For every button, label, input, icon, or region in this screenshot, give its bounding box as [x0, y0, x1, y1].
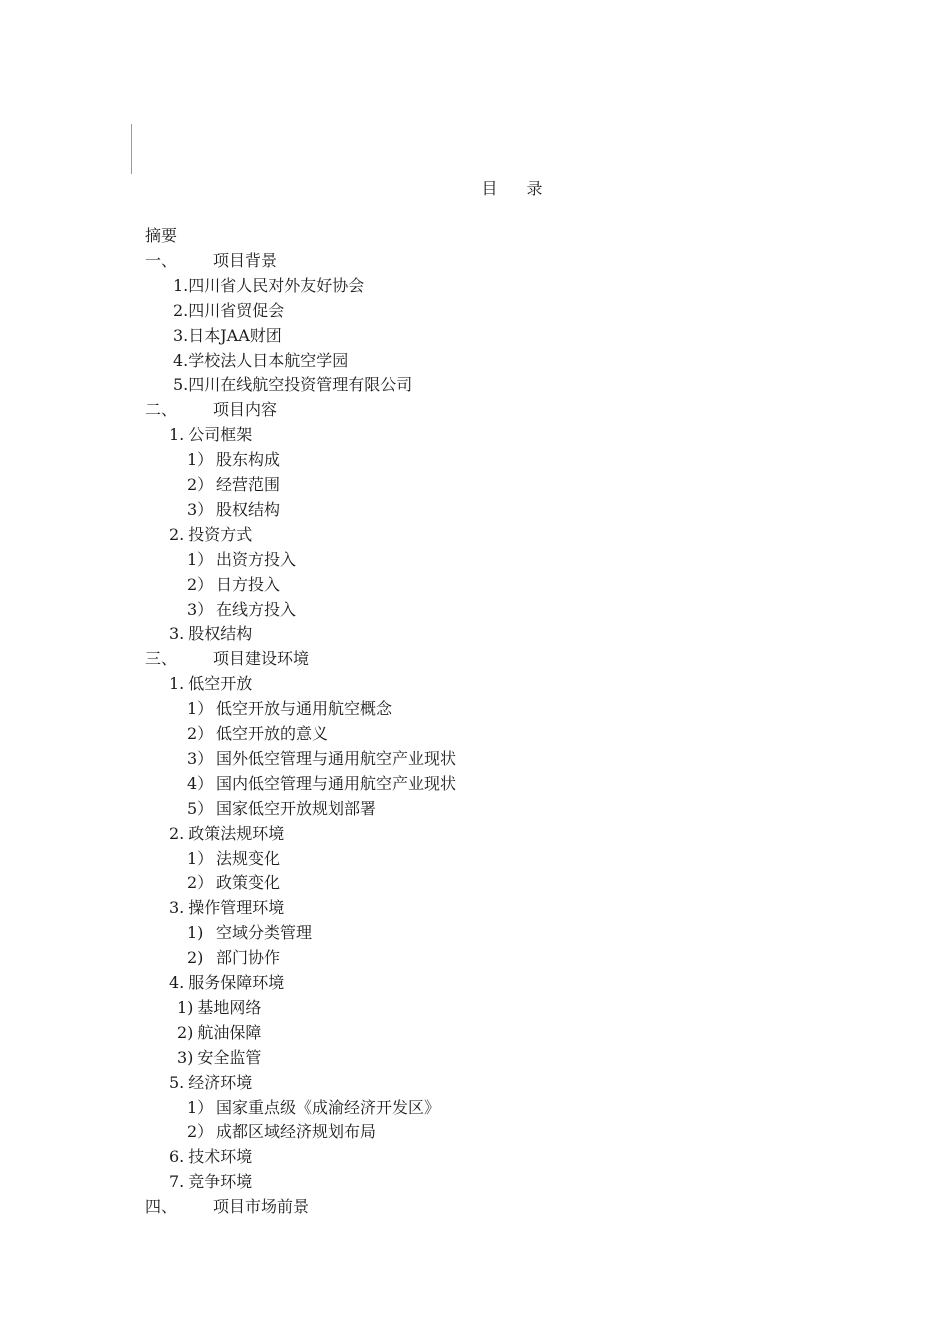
toc-entry[interactable] — [169, 622, 252, 646]
toc-entry-text: 经营范围 — [216, 475, 281, 494]
toc-entry[interactable] — [187, 548, 296, 572]
toc-entry-number: 3） — [187, 599, 214, 619]
toc-entry[interactable] — [187, 448, 280, 472]
toc-entry-text: 四川省贸促会 — [188, 300, 285, 320]
toc-entry[interactable] — [187, 1096, 440, 1120]
toc-entry[interactable] — [187, 772, 456, 796]
toc-entry[interactable] — [145, 1195, 309, 1219]
toc-entry[interactable] — [187, 1120, 376, 1144]
toc-entry-text: 四川省人民对外友好协会 — [188, 275, 365, 295]
toc-entry[interactable] — [173, 324, 282, 348]
toc-entry-number: 1) — [177, 997, 194, 1017]
toc-entry-text: 股东构成 — [216, 450, 281, 470]
toc-entry-text: 技术环境 — [188, 1147, 253, 1167]
toc-entry-number: 1. — [173, 275, 189, 295]
toc-entry-text: 竞争环境 — [188, 1172, 253, 1192]
toc-entry[interactable] — [173, 373, 412, 397]
page-title: 目 录 — [481, 179, 555, 198]
toc-entry-text: 低空开放与通用航空概念 — [216, 699, 393, 719]
toc-entry-text: 项目背景 — [213, 250, 278, 270]
toc-entry[interactable] — [169, 896, 284, 920]
toc-entry-text: 政策变化 — [216, 873, 281, 893]
toc-entry-number: 2. — [173, 300, 189, 320]
toc-entry-number: 1) — [187, 923, 204, 943]
toc-entry-number: 三、 — [145, 649, 178, 669]
toc-entry-text: 日本JAA财团 — [188, 325, 282, 345]
toc-entry-number: 1） — [187, 1097, 214, 1117]
toc-entry-number: 二、 — [145, 400, 178, 420]
toc-entry-number: 2） — [187, 574, 214, 594]
toc-entry[interactable] — [187, 847, 280, 871]
toc-entry-text: 操作管理环境 — [188, 898, 285, 918]
toc-entry[interactable] — [187, 946, 280, 970]
toc-entry[interactable] — [169, 822, 284, 846]
toc-entry-number: 5. — [169, 1072, 185, 1092]
toc-entry-number: 2. — [169, 823, 185, 843]
toc-entry[interactable] — [173, 274, 364, 298]
toc-entry-number: 2） — [187, 475, 214, 494]
toc-entry-text: 部门协作 — [216, 948, 281, 968]
toc-entry-text: 四川在线航空投资管理有限公司 — [188, 375, 413, 395]
toc-entry[interactable] — [177, 1046, 261, 1070]
toc-entry-text: 项目建设环境 — [213, 649, 310, 669]
toc-entry-text: 空域分类管理 — [216, 923, 313, 943]
toc-entry-number: 5） — [187, 798, 214, 818]
toc-entry-number: 4） — [187, 773, 214, 793]
toc-entry-text: 安全监管 — [197, 1047, 262, 1067]
toc-entry[interactable] — [187, 797, 376, 821]
toc-entry-number: 3） — [187, 499, 214, 519]
toc-entry-text: 经济环境 — [188, 1072, 253, 1092]
toc-entry-text: 航油保障 — [197, 1022, 262, 1042]
toc-entry-number: 3. — [173, 325, 189, 345]
toc-entry-text: 项目市场前景 — [213, 1197, 310, 1217]
toc-entry-number: 2） — [187, 724, 214, 743]
toc-entry-text: 国内低空管理与通用航空产业现状 — [216, 773, 457, 793]
toc-entry[interactable] — [145, 224, 177, 248]
toc-entry-text: 国外低空管理与通用航空产业现状 — [216, 748, 457, 768]
toc-entry-number: 1） — [187, 699, 214, 719]
toc-entry[interactable] — [177, 996, 261, 1020]
toc-entry[interactable] — [169, 1145, 252, 1169]
toc-entry-number: 6. — [169, 1147, 185, 1167]
toc-entry-text: 摘要 — [145, 226, 178, 245]
toc-entry[interactable] — [169, 423, 252, 447]
toc-entry[interactable] — [177, 1021, 261, 1045]
toc-entry-number: 3) — [177, 1047, 194, 1067]
toc-entry-number: 2) — [187, 948, 204, 968]
toc-entry-number: 7. — [169, 1172, 185, 1192]
toc-entry[interactable] — [187, 747, 456, 771]
toc-entry-number: 2) — [177, 1022, 194, 1042]
toc-entry[interactable] — [187, 722, 328, 746]
toc-entry-text: 国家重点级《成渝经济开发区》 — [216, 1097, 441, 1117]
toc-entry-text: 国家低空开放规划部署 — [216, 798, 377, 818]
toc-entry[interactable] — [187, 871, 280, 895]
toc-entry-number: 4. — [173, 350, 189, 370]
toc-entry-text: 股权结构 — [188, 624, 253, 644]
toc-entry[interactable] — [187, 697, 392, 721]
toc-entry-text: 政策法规环境 — [188, 823, 285, 843]
toc-entry-number: 一、 — [145, 250, 178, 270]
toc-entry-number: 1） — [187, 450, 214, 470]
toc-entry[interactable] — [173, 349, 348, 373]
toc-entry-text: 法规变化 — [216, 848, 281, 868]
toc-entry-text: 低空开放 — [188, 674, 253, 694]
toc-entry-number: 1. — [169, 674, 185, 694]
toc-entry-text: 学校法人日本航空学园 — [188, 350, 349, 370]
toc-entry[interactable] — [169, 672, 252, 696]
toc-entry[interactable] — [187, 573, 280, 597]
toc-entry-text: 项目内容 — [213, 400, 278, 420]
toc-entry-text: 在线方投入 — [216, 599, 297, 619]
toc-entry[interactable] — [187, 498, 280, 522]
toc-entry[interactable] — [145, 398, 277, 422]
toc-entry-text: 投资方式 — [188, 524, 253, 544]
toc-entry-text: 出资方投入 — [216, 549, 297, 569]
toc-entry[interactable] — [187, 921, 312, 945]
toc-entry-text: 成都区域经济规划布局 — [216, 1122, 377, 1142]
toc-entry-number: 5. — [173, 375, 189, 395]
toc-entry-number: 1. — [169, 425, 185, 445]
toc-entry[interactable] — [187, 473, 280, 497]
toc-entry[interactable] — [169, 523, 252, 547]
toc-entry-number: 1） — [187, 848, 214, 868]
toc-entry-number: 2） — [187, 873, 214, 893]
toc-entry-number: 4. — [169, 973, 185, 992]
toc-entry-text: 股权结构 — [216, 499, 281, 519]
toc-entry-number: 四、 — [145, 1197, 178, 1217]
toc-entry[interactable] — [169, 971, 284, 995]
toc-entry-number: 1） — [187, 549, 214, 569]
margin-mark — [131, 124, 132, 174]
toc-entry-number: 3. — [169, 624, 185, 644]
toc-entry-text: 基地网络 — [197, 997, 262, 1017]
toc-entry-text: 公司框架 — [188, 425, 253, 445]
toc-entry-number: 2. — [169, 524, 185, 544]
toc-entry[interactable] — [187, 598, 296, 622]
toc-entry[interactable] — [145, 249, 277, 273]
toc-entry-text: 日方投入 — [216, 574, 281, 594]
toc-entry[interactable] — [169, 1170, 252, 1194]
toc-entry[interactable] — [169, 1071, 252, 1095]
toc-entry[interactable] — [145, 647, 309, 671]
toc-entry-number: 2） — [187, 1122, 214, 1142]
toc-entry[interactable] — [173, 299, 284, 323]
toc-entry-number: 3. — [169, 898, 185, 918]
toc-entry-text: 低空开放的意义 — [216, 724, 329, 743]
toc-entry-text: 服务保障环境 — [188, 973, 285, 992]
toc-entry-number: 3） — [187, 748, 214, 768]
